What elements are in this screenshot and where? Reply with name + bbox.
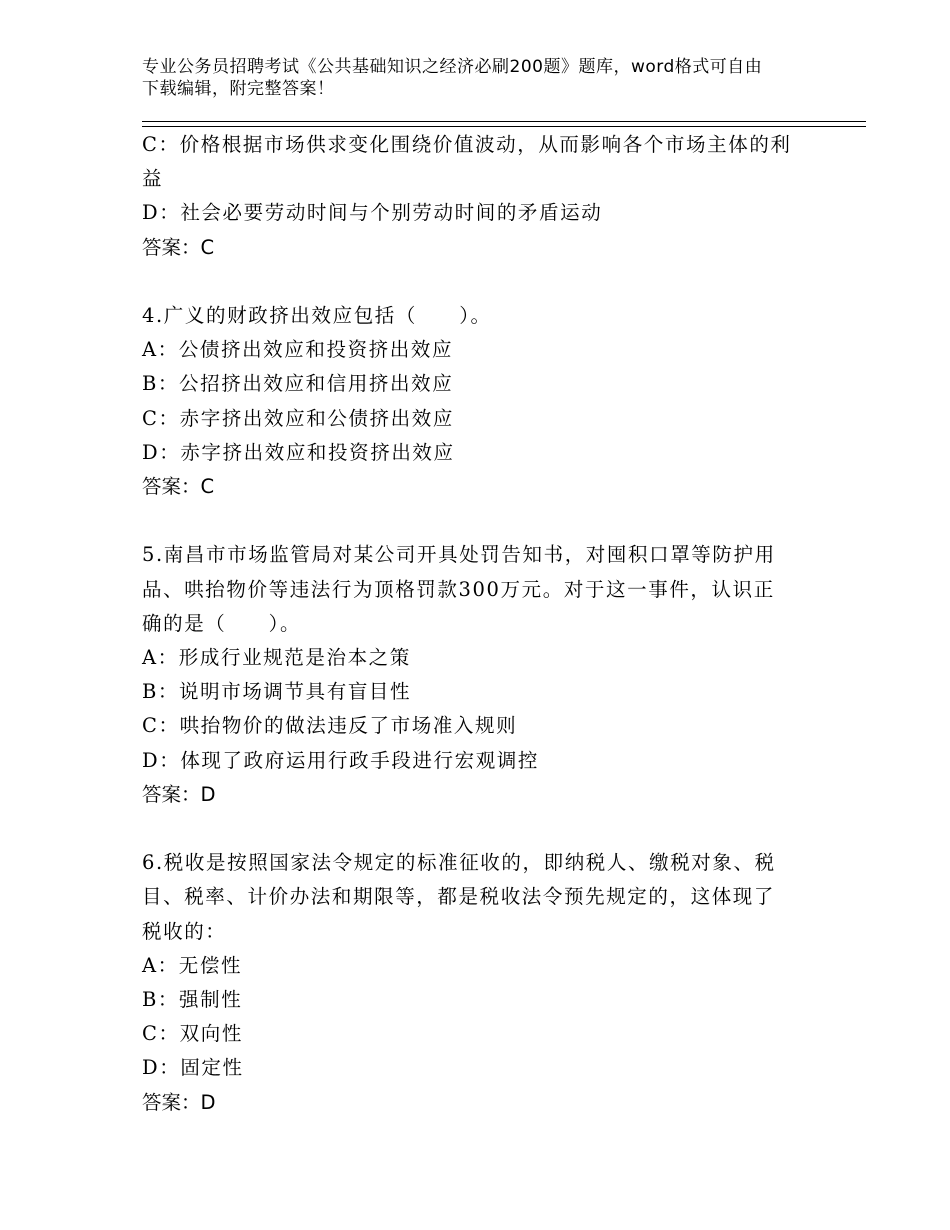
answer-line: [142, 778, 822, 812]
spacer: [142, 812, 822, 846]
question-stem-line-1: 6.税收是按照国家法令规定的标准征收的，即纳税人、缴税对象、税: [142, 851, 776, 875]
question-stem-line-2: 目、税率、计价办法和期限等，都是税收法令预先规定的，这体现了: [142, 885, 776, 909]
option-c: C：赤字挤出效应和公债挤出效应: [142, 406, 454, 430]
answer-value: D: [200, 1090, 216, 1114]
answer-line: [142, 470, 822, 504]
header-rule-bottom: [142, 126, 866, 127]
option-c: C：哄抬物价的做法违反了市场准入规则: [142, 714, 518, 738]
question-stem-line-1: 5.南昌市市场监管局对某公司开具处罚告知书，对囤积口罩等防护用: [142, 543, 776, 567]
option-c-line-2: 益: [142, 167, 164, 191]
header-title-line-2: 下载编辑，附完整答案！: [142, 79, 335, 99]
answer-value: D: [200, 782, 216, 806]
question-3-continued: [142, 128, 822, 265]
answer-line: [142, 1086, 822, 1120]
header-rule-top: [142, 121, 866, 122]
spacer: [142, 504, 822, 538]
answer-label: 答案：: [142, 1090, 201, 1114]
document-header: [142, 56, 822, 100]
answer-value: C: [200, 475, 215, 499]
spacer: [142, 265, 822, 299]
question-4: [142, 299, 822, 504]
question-stem-line-3: 税收的：: [142, 919, 227, 943]
question-5: [142, 538, 822, 812]
option-b: B：公招挤出效应和信用挤出效应: [142, 372, 454, 396]
option-c: C：双向性: [142, 1022, 243, 1046]
answer-label: 答案：: [142, 782, 201, 806]
question-stem: 4.广义的财政挤出效应包括（ ）。: [142, 304, 492, 327]
header-title-line-1: 专业公务员招聘考试《公共基础知识之经济必刷200题》题库，word格式可自由: [142, 57, 763, 77]
option-a: A：无偿性: [142, 953, 243, 977]
answer-value: C: [200, 235, 215, 259]
option-d: D：固定性: [142, 1056, 244, 1080]
option-b: B：强制性: [142, 988, 243, 1012]
option-d: D：体现了政府运用行政手段进行宏观调控: [142, 748, 540, 772]
option-d: D：赤字挤出效应和投资挤出效应: [142, 440, 455, 464]
answer-label: 答案：: [142, 235, 201, 259]
option-c-line-1: C：价格根据市场供求变化围绕价值波动，从而影响各个市场主体的利: [142, 133, 792, 156]
question-stem-line-3: 确的是（ ）。: [142, 611, 302, 635]
question-6: [142, 846, 822, 1120]
document-body: [142, 128, 822, 1120]
option-b: B：说明市场调节具有盲目性: [142, 680, 412, 704]
answer-label: 答案：: [142, 475, 201, 499]
option-a: A：公债挤出效应和投资挤出效应: [142, 338, 454, 362]
option-a: A：形成行业规范是治本之策: [142, 646, 411, 670]
question-stem-line-2: 品、哄抬物价等违法行为顶格罚款300万元。对于这一事件，认识正: [142, 577, 775, 601]
answer-line: [142, 231, 822, 265]
option-d: D：社会必要劳动时间与个别劳动时间的矛盾运动: [142, 201, 603, 225]
